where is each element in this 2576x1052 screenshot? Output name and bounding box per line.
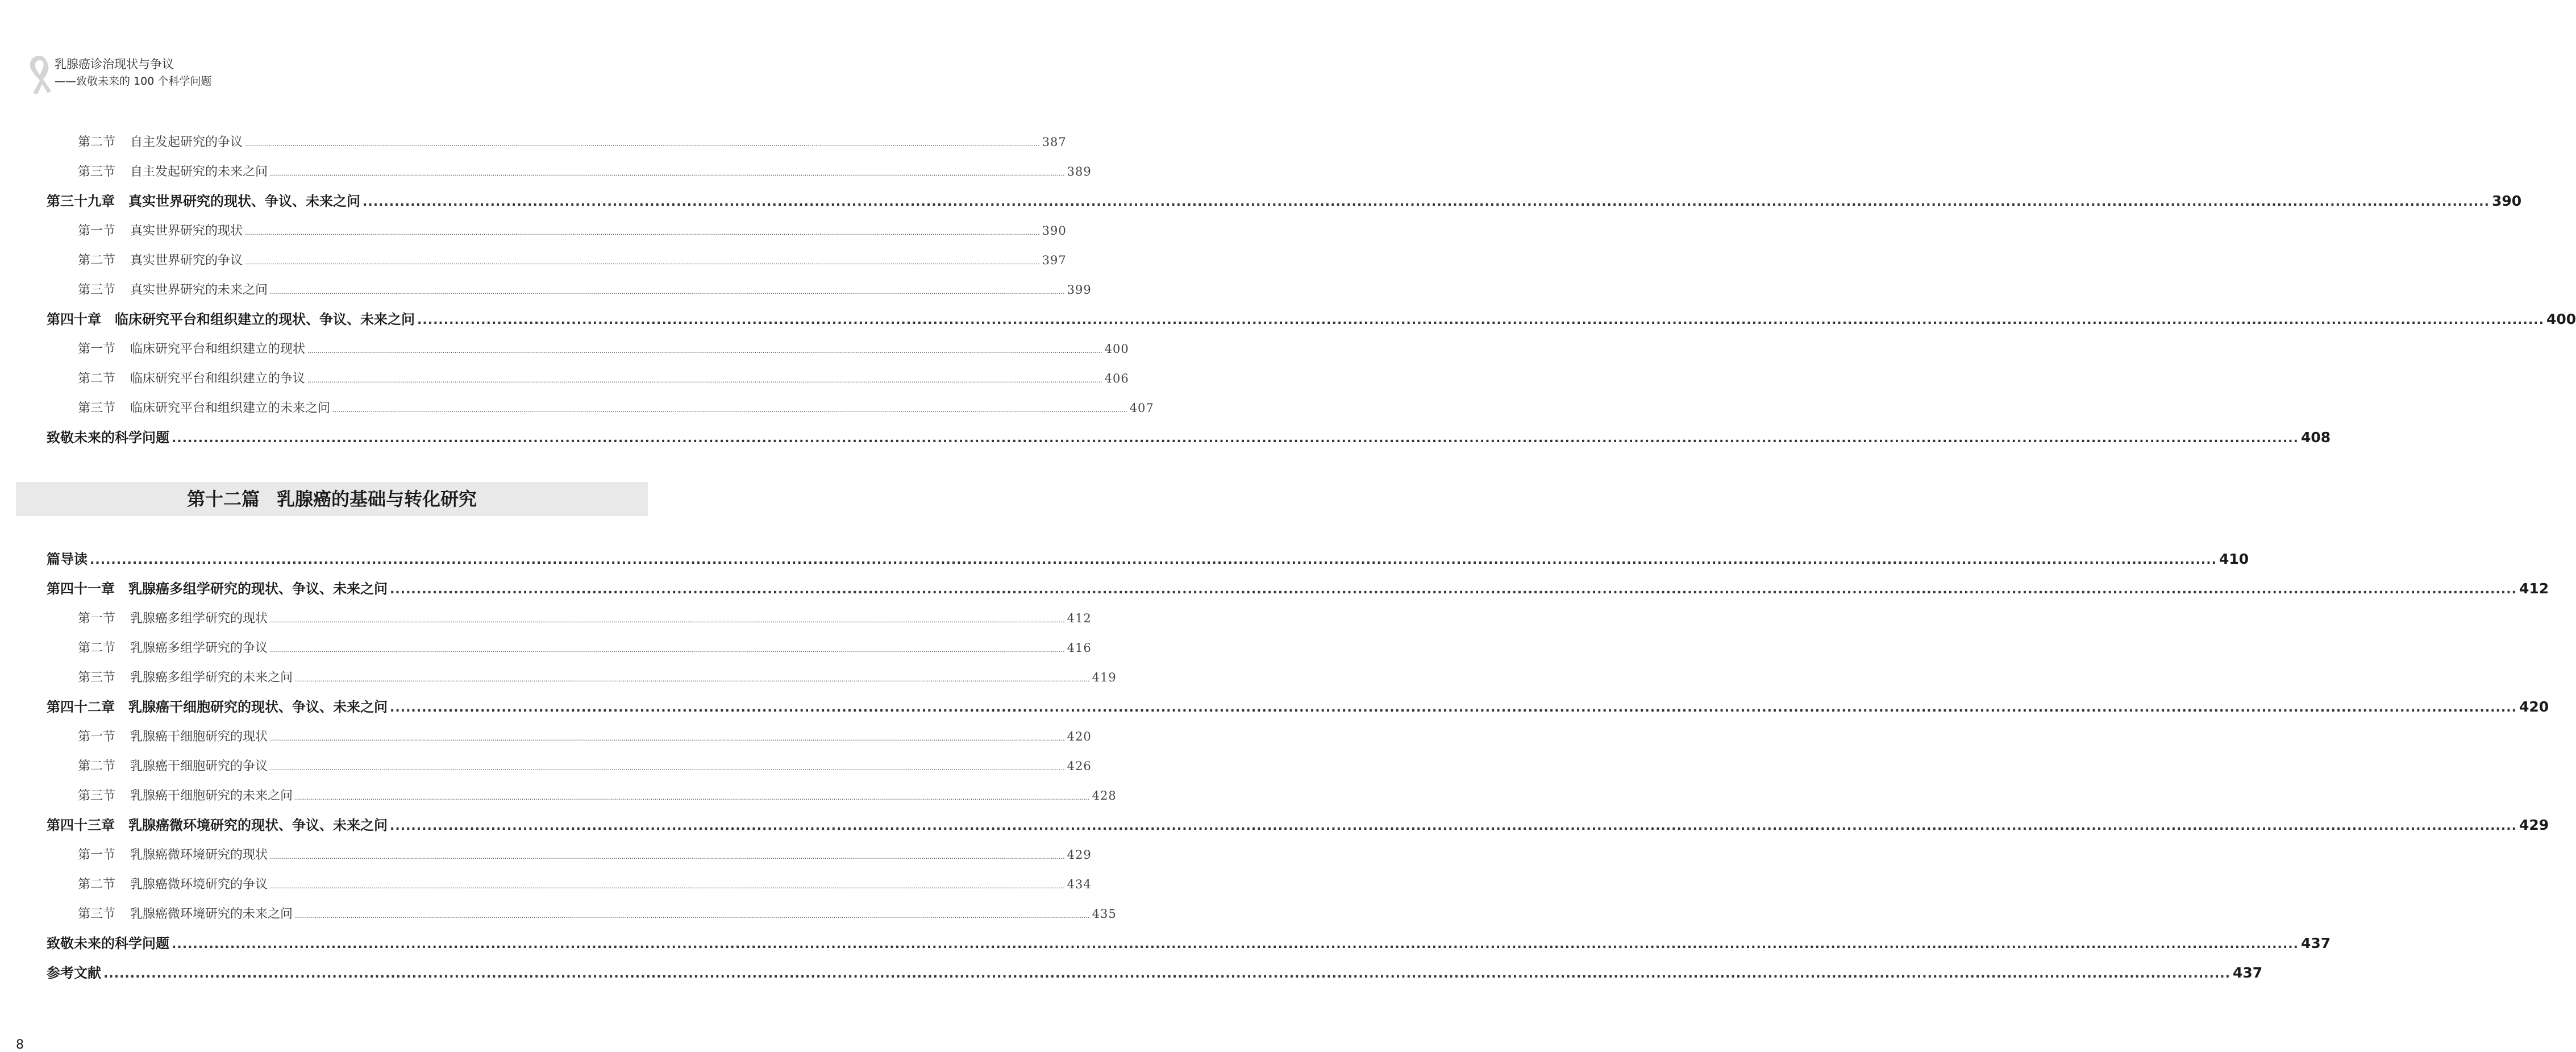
toc-entry-title xyxy=(78,900,293,929)
toc-entry-text: 乳腺癌微环境研究的未来之问 xyxy=(130,907,293,921)
page-number: 8 xyxy=(16,1038,24,1052)
toc-entry-number: 第一节 xyxy=(78,224,116,238)
dot-leader: ................................................................................................................................................................................................................................................................................................................................................................................................................ xyxy=(270,288,1065,296)
toc-chapter-row[interactable] xyxy=(47,305,2576,334)
toc-entry-number: 第一节 xyxy=(78,848,116,862)
toc-entry-text: 乳腺癌微环境研究的现状 xyxy=(130,848,268,862)
toc-entry-text: 致敬未来的科学问题 xyxy=(47,935,169,951)
dot-leader: ................................................................................................................................................................................................................................................................................................................................................................................................................ xyxy=(245,229,1040,236)
toc-entry-text: 乳腺癌多组学研究的争议 xyxy=(130,641,268,655)
toc-page-number: 419 xyxy=(1092,671,1117,684)
toc-entry-title xyxy=(78,217,243,246)
toc-entry-text: 乳腺癌微环境研究的现状、争议、未来之问 xyxy=(128,817,388,833)
part-number: 第十二篇 xyxy=(186,488,260,510)
toc-entry-text: 参考文献 xyxy=(47,965,101,981)
dot-leader: ................................................................................................................................................................................................................................................................................................................................................................................................................ xyxy=(270,764,1065,772)
toc-section-row[interactable] xyxy=(47,604,1092,633)
part-title: 乳腺癌的基础与转化研究 xyxy=(277,488,477,510)
toc-entry-text: 临床研究平台和组织建立的争议 xyxy=(130,372,306,386)
toc-page-number: 416 xyxy=(1067,641,1092,655)
toc-section-row[interactable] xyxy=(47,899,1117,929)
toc-page-number: 412 xyxy=(1067,612,1092,625)
toc-section-row[interactable] xyxy=(47,216,1067,246)
toc-chapter-row[interactable] xyxy=(47,810,2549,840)
toc-chapter-row[interactable] xyxy=(47,929,2331,958)
toc-page-number: 406 xyxy=(1104,372,1129,385)
toc-section-row[interactable] xyxy=(47,781,1117,810)
toc-chapter-row[interactable] xyxy=(47,574,2549,604)
dot-leader: ................................................................................................................................................................................................................................................................................................................................................................................................................ xyxy=(295,912,1090,920)
toc-entry-text: 临床研究平台和组织建立的未来之问 xyxy=(130,401,331,415)
dot-leader: ................................................................................................................................................................................................................................................................................................................................................................................................................ xyxy=(363,195,2490,209)
toc-entry-text: 真实世界研究的现状 xyxy=(130,224,243,238)
toc-page-number: 412 xyxy=(2519,580,2549,597)
toc-entry-text: 真实世界研究的未来之问 xyxy=(130,283,268,297)
toc-block-bottom xyxy=(47,544,2549,988)
dot-leader: ................................................................................................................................................................................................................................................................................................................................................................................................................ xyxy=(172,937,2299,951)
toc-entry-number: 第一节 xyxy=(78,730,116,744)
toc-entry-title xyxy=(78,246,243,276)
toc-page-number: 408 xyxy=(2300,429,2331,446)
toc-entry-title xyxy=(47,929,169,958)
toc-entry-title xyxy=(78,364,305,394)
toc-entry-number: 第二节 xyxy=(78,253,116,268)
toc-chapter-row[interactable] xyxy=(47,958,2263,988)
toc-entry-text: 致敬未来的科学问题 xyxy=(47,430,169,446)
toc-section-row[interactable] xyxy=(47,393,1154,423)
toc-section-row[interactable] xyxy=(47,722,1092,751)
toc-page-number: 429 xyxy=(1067,848,1092,862)
toc-section-row[interactable] xyxy=(47,246,1067,275)
toc-entry-title xyxy=(78,128,243,157)
dot-leader: ................................................................................................................................................................................................................................................................................................................................................................................................................ xyxy=(172,431,2299,446)
toc-entry-number: 第三节 xyxy=(78,671,116,685)
toc-entry-text: 乳腺癌干细胞研究的现状、争议、未来之问 xyxy=(128,699,388,715)
toc-chapter-row[interactable] xyxy=(47,423,2331,452)
toc-chapter-row[interactable] xyxy=(47,692,2549,722)
toc-entry-number: 第二节 xyxy=(78,878,116,892)
toc-entry-title xyxy=(47,544,88,574)
toc-entry-number: 第四十一章 xyxy=(47,581,115,597)
toc-entry-number: 第三节 xyxy=(78,283,116,297)
toc-entry-number: 第二节 xyxy=(78,135,116,149)
ribbon-shape xyxy=(30,56,51,94)
dot-leader: ................................................................................................................................................................................................................................................................................................................................................................................................................ xyxy=(270,617,1065,624)
toc-entry-title xyxy=(78,394,330,423)
toc-entry-title xyxy=(78,870,268,900)
toc-page-number: 428 xyxy=(1092,789,1117,802)
toc-entry-text: 真实世界研究的现状、争议、未来之问 xyxy=(128,193,360,209)
toc-page-number: 429 xyxy=(2519,817,2549,833)
dot-leader: ................................................................................................................................................................................................................................................................................................................................................................................................................ xyxy=(270,646,1065,654)
dot-leader: ................................................................................................................................................................................................................................................................................................................................................................................................................ xyxy=(270,735,1065,742)
toc-section-row[interactable] xyxy=(47,127,1067,157)
dot-leader: ................................................................................................................................................................................................................................................................................................................................................................................................................ xyxy=(245,140,1040,148)
dot-leader: ................................................................................................................................................................................................................................................................................................................................................................................................................ xyxy=(390,819,2517,833)
toc-entry-title xyxy=(47,958,101,988)
toc-entry-title xyxy=(47,305,415,334)
toc-entry-text: 乳腺癌干细胞研究的现状 xyxy=(130,730,268,744)
toc-entry-text: 乳腺癌多组学研究的未来之问 xyxy=(130,671,293,685)
dot-leader: ................................................................................................................................................................................................................................................................................................................................................................................................................ xyxy=(245,259,1040,266)
part-banner xyxy=(16,482,648,516)
toc-entry-title xyxy=(78,634,268,663)
toc-entry-text: 临床研究平台和组织建立的现状、争议、未来之问 xyxy=(115,311,415,327)
toc-entry-text: 乳腺癌微环境研究的争议 xyxy=(130,878,268,892)
toc-entry-title xyxy=(78,276,268,305)
ribbon-icon xyxy=(23,52,57,95)
toc-entry-title xyxy=(78,781,293,811)
toc-section-row[interactable] xyxy=(47,275,1092,305)
toc-entry-title xyxy=(47,423,169,452)
toc-entry-title xyxy=(78,157,268,187)
dot-leader: ................................................................................................................................................................................................................................................................................................................................................................................................................ xyxy=(270,883,1065,890)
toc-entry-title xyxy=(78,752,268,781)
book-title: 乳腺癌诊治现状与争议 xyxy=(55,57,174,71)
toc-page-number: 420 xyxy=(1067,730,1092,743)
toc-entry-number: 第一节 xyxy=(78,342,116,356)
book-subtitle: ——致敬未来的 100 个科学问题 xyxy=(55,75,212,88)
toc-entry-text: 乳腺癌干细胞研究的争议 xyxy=(130,759,268,774)
toc-page-number: 435 xyxy=(1092,907,1117,921)
toc-entry-title xyxy=(78,722,268,752)
toc-entry-title xyxy=(78,335,305,364)
toc-entry-title xyxy=(78,841,268,870)
toc-entry-text: 临床研究平台和组织建立的现状 xyxy=(130,342,306,356)
toc-entry-title xyxy=(47,692,388,722)
toc-entry-number: 第二节 xyxy=(78,372,116,386)
toc-chapter-row[interactable] xyxy=(47,544,2249,574)
toc-entry-text: 真实世界研究的争议 xyxy=(130,253,243,268)
toc-page-number: 437 xyxy=(2232,964,2263,981)
toc-section-row[interactable] xyxy=(47,840,1092,870)
toc-entry-number: 第二节 xyxy=(78,641,116,655)
toc-entry-text: 乳腺癌多组学研究的现状 xyxy=(130,612,268,626)
toc-section-row[interactable] xyxy=(47,334,1129,364)
toc-section-row[interactable] xyxy=(47,751,1092,781)
toc-entry-title xyxy=(47,810,388,840)
toc-entry-number: 第三十九章 xyxy=(47,193,115,209)
toc-page-number: 437 xyxy=(2300,935,2331,951)
toc-page-number: 410 xyxy=(2219,551,2249,567)
dot-leader: ................................................................................................................................................................................................................................................................................................................................................................................................................ xyxy=(103,967,2230,981)
toc-page-number: 389 xyxy=(1067,165,1092,178)
toc-entry-text: 篇导读 xyxy=(47,551,88,567)
dot-leader: ................................................................................................................................................................................................................................................................................................................................................................................................................ xyxy=(332,406,1127,414)
toc-entry-number: 第三节 xyxy=(78,907,116,921)
dot-leader: ................................................................................................................................................................................................................................................................................................................................................................................................................ xyxy=(417,313,2544,327)
dot-leader: ................................................................................................................................................................................................................................................................................................................................................................................................................ xyxy=(295,676,1090,683)
toc-entry-number: 第四十三章 xyxy=(47,817,115,833)
dot-leader: ................................................................................................................................................................................................................................................................................................................................................................................................................ xyxy=(270,853,1065,860)
dot-leader: ................................................................................................................................................................................................................................................................................................................................................................................................................ xyxy=(390,583,2517,597)
toc-page-number: 407 xyxy=(1129,401,1154,415)
toc-entry-number: 第三节 xyxy=(78,789,116,803)
dot-leader: ................................................................................................................................................................................................................................................................................................................................................................................................................ xyxy=(307,347,1102,355)
toc-page-number: 426 xyxy=(1067,759,1092,773)
dot-leader: ................................................................................................................................................................................................................................................................................................................................................................................................................ xyxy=(270,170,1065,177)
toc-page-number: 434 xyxy=(1067,878,1092,891)
toc-entry-text: 乳腺癌多组学研究的现状、争议、未来之问 xyxy=(128,581,388,597)
toc-entry-number: 第三节 xyxy=(78,401,116,415)
dot-leader: ................................................................................................................................................................................................................................................................................................................................................................................................................ xyxy=(90,553,2217,567)
dot-leader: ................................................................................................................................................................................................................................................................................................................................................................................................................ xyxy=(390,701,2517,715)
toc-entry-title xyxy=(78,604,268,634)
toc-entry-number: 第二节 xyxy=(78,759,116,774)
toc-entry-text: 乳腺癌干细胞研究的未来之问 xyxy=(130,789,293,803)
toc-entry-title xyxy=(47,186,360,216)
toc-entry-number: 第四十章 xyxy=(47,311,101,327)
toc-page-number: 420 xyxy=(2519,698,2549,715)
toc-section-row[interactable] xyxy=(47,364,1129,393)
toc-section-row[interactable] xyxy=(47,870,1092,899)
dot-leader: ................................................................................................................................................................................................................................................................................................................................................................................................................ xyxy=(307,377,1102,384)
toc-entry-number: 第三节 xyxy=(78,165,116,179)
toc-entry-number: 第四十二章 xyxy=(47,699,115,715)
toc-section-row[interactable] xyxy=(47,633,1092,663)
toc-entry-text: 自主发起研究的未来之问 xyxy=(130,165,268,179)
toc-entry-title xyxy=(47,574,388,604)
toc-page-number: 390 xyxy=(2491,193,2522,209)
dot-leader: ................................................................................................................................................................................................................................................................................................................................................................................................................ xyxy=(295,794,1090,801)
toc-page-number: 400 xyxy=(2546,311,2576,327)
toc-page-number: 400 xyxy=(1104,342,1129,356)
toc-page-number: 397 xyxy=(1042,253,1067,267)
toc-entry-title xyxy=(78,663,293,693)
toc-page-number: 390 xyxy=(1042,224,1067,238)
toc-section-row[interactable] xyxy=(47,663,1117,692)
toc-chapter-row[interactable] xyxy=(47,186,2522,216)
toc-entry-text: 自主发起研究的争议 xyxy=(130,135,243,149)
toc-entry-number: 第一节 xyxy=(78,612,116,626)
toc-section-row[interactable] xyxy=(47,157,1092,186)
toc-block-top xyxy=(47,127,2576,452)
toc-page-number: 399 xyxy=(1067,283,1092,297)
toc-page-number: 387 xyxy=(1042,135,1067,149)
